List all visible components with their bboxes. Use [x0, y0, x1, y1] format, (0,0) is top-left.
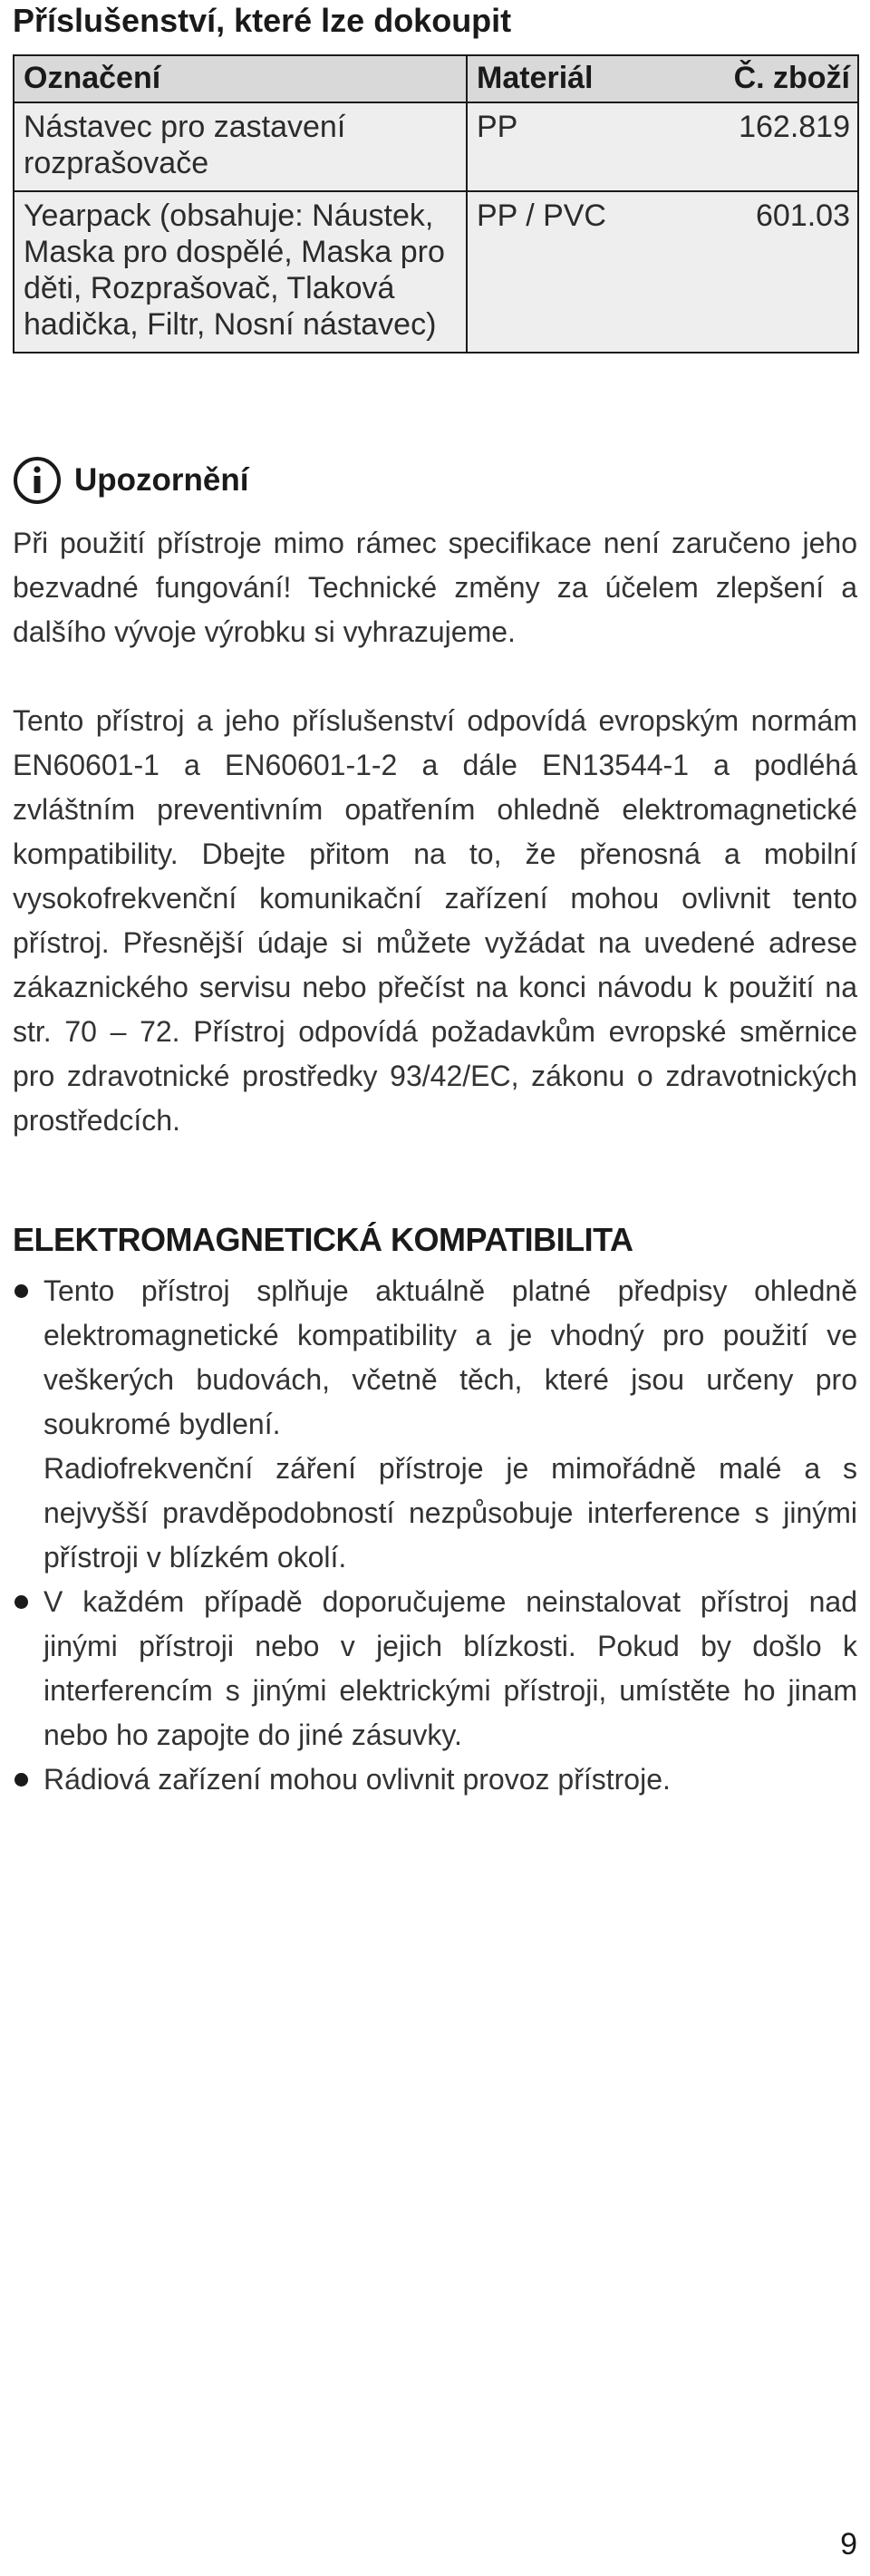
bullet-icon: [14, 1773, 28, 1787]
header-part-no: Č. zboží: [657, 55, 858, 102]
header-designation: Označení: [14, 55, 467, 102]
row-designation: Nástavec pro zastavení rozprašovače: [14, 102, 467, 191]
row-material: PP / PVC: [467, 191, 657, 353]
list-item-text: Rádiová zařízení mohou ovlivnit provoz přístroje.: [44, 1763, 671, 1796]
list-item: [13, 1580, 857, 1758]
accessories-title: Příslušenství, které lze dokoupit: [13, 2, 512, 39]
notice-paragraph: Tento přístroj a jeho příslušenství odpovídá evropským normám EN60601-1 a EN60601-1-2 a dále EN13544-1 a podléhá zvláštním preventivním opatřením ohledně elektromagnetické kompatibility. Dbejte přitom na to, že přenosná a mobilní vysokofrekvenční komunikační zařízení mohou ovlivnit tento přístroj. Přesnější údaje si můžete vyžádat na uvedené adrese zákaznického servisu nebo přečíst na konci návodu k použití na str. 70 – 72. Přístroj odpovídá požadavkům evropské směrnice pro zdravotnické prostředky 93/42/EC, zákonu o zdravotnických prostředcích.: [13, 704, 857, 1137]
list-item-text: V každém případě doporučujeme neinstalovat přístroj nad jinými přístroji nebo v jejich blízkosti. Pokud by došlo k interferencím s jinými elektrickými přístroji, umístěte ho jinam nebo ho zapojte do jiné zásuvky.: [44, 1585, 857, 1751]
bullet-icon: [14, 1595, 28, 1609]
list-item: [13, 1269, 857, 1580]
table-row: [14, 191, 858, 353]
notice-paragraph: Při použití přístroje mimo rámec specifikace není zaručeno jeho bezvadné fungování! Technické změny za účelem zlepšení a dalšího vývoje výrobku si vyhrazujeme.: [13, 527, 857, 648]
emc-list: [13, 1269, 857, 1802]
emc-title: ELEKTROMAGNETICKÁ KOMPATIBILITA: [13, 1221, 633, 1258]
notice-heading: [13, 453, 248, 508]
table-row: [14, 102, 858, 191]
table-header-row: [14, 55, 858, 102]
notice-title: Upozornění: [74, 462, 249, 498]
bullet-icon: [14, 1284, 28, 1298]
page-number: 9: [840, 2527, 857, 2561]
row-part-no: 162.819: [657, 102, 858, 191]
info-icon: [13, 456, 62, 505]
header-material: Materiál: [467, 55, 657, 102]
list-item-extra: Radiofrekvenční záření přístroje je mimořádně malé a s nejvyšší pravděpodobností nezpůsobuje interference s jinými přístroji v blízkém okolí.: [44, 1452, 857, 1574]
row-material: PP: [467, 102, 657, 191]
accessories-table: [13, 54, 859, 353]
row-part-no: 601.03: [657, 191, 858, 353]
list-item: [13, 1758, 857, 1802]
list-item-text: Tento přístroj splňuje aktuálně platné předpisy ohledně elektromagnetické kompatibility a je vhodný pro použití ve veškerých budovách, včetně těch, které jsou určeny pro soukromé bydlení.: [44, 1274, 857, 1440]
row-designation: Yearpack (obsahuje: Náustek, Maska pro dospělé, Maska pro děti, Rozprašovač, Tlaková hadička, Filtr, Nosní nástavec): [14, 191, 467, 353]
